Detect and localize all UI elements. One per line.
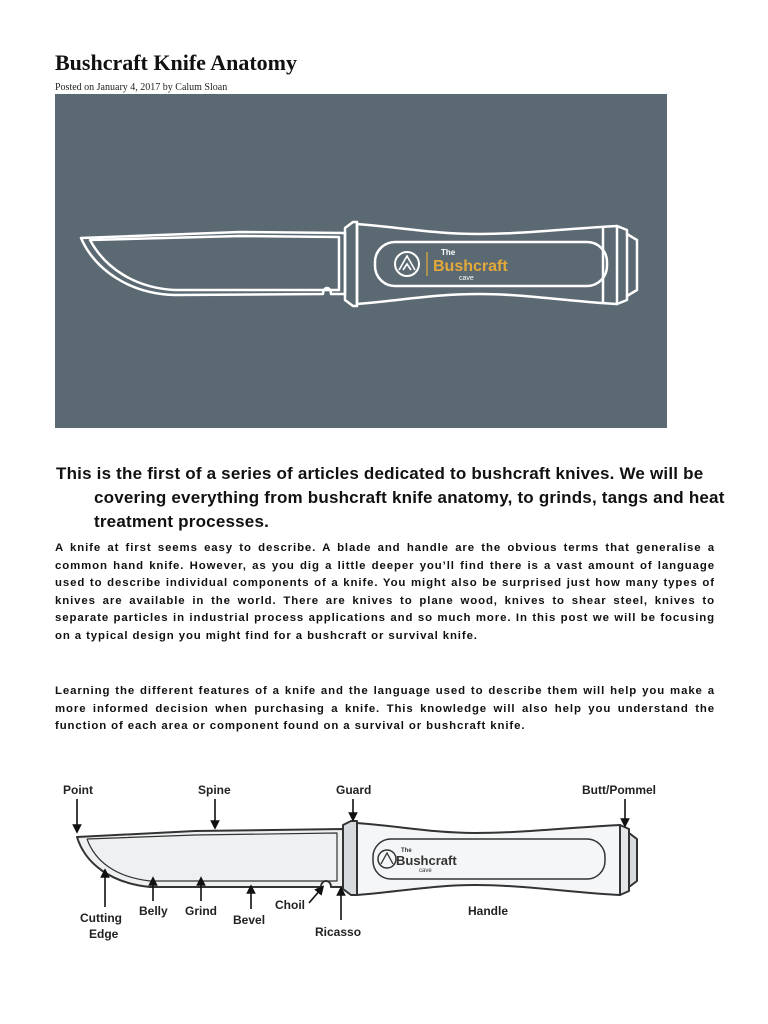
page-title: Bushcraft Knife Anatomy xyxy=(55,50,297,75)
label-guard: Guard xyxy=(336,783,372,797)
label-butt-pommel: Butt/Pommel xyxy=(582,783,657,797)
anatomy-guard xyxy=(343,821,357,895)
label-handle: Handle xyxy=(468,904,509,918)
svg-text:The: The xyxy=(401,848,412,854)
hero-knife-illustration xyxy=(55,94,667,428)
label-ricasso: Ricasso xyxy=(315,925,362,939)
svg-text:cave: cave xyxy=(419,868,432,874)
label-spine: Spine xyxy=(198,783,231,797)
label-edge: Edge xyxy=(89,927,119,941)
guard-outline xyxy=(345,222,357,306)
anatomy-knife-drawing xyxy=(77,821,637,895)
label-belly: Belly xyxy=(139,904,168,918)
blade-bevel-line xyxy=(90,236,339,290)
body-paragraph-2: Learning the different features of a knife and the language used to describe them will help you make a more informed decision when purchasing a knife. This knowledge will also help you understand the function of each area or component found on a survival or bushcraft knife. xyxy=(55,685,715,732)
label-grind: Grind xyxy=(185,904,217,918)
knife-outline-drawing xyxy=(55,94,667,428)
label-point: Point xyxy=(63,783,93,797)
pommel-ring xyxy=(617,226,627,304)
svg-text:Bushcraft: Bushcraft xyxy=(396,853,457,868)
svg-text:The: The xyxy=(441,248,456,257)
byline: Posted on January 4, 2017 by Calum Sloan xyxy=(55,82,228,93)
label-choil: Choil xyxy=(275,898,305,912)
lead-paragraph: This is the first of a series of articles dedicated to bushcraft knives. We will be covering everything from bushcraft knife anatomy, to grinds, tangs and heat treatment processes. xyxy=(56,464,725,531)
label-bevel: Bevel xyxy=(233,913,266,927)
bushcraft-cave-logo xyxy=(395,248,508,282)
label-cutting: Cutting xyxy=(80,911,122,925)
pommel-cap xyxy=(627,234,637,296)
svg-text:Bushcraft: Bushcraft xyxy=(433,258,508,275)
body-paragraph-1: A knife at first seems easy to describe. A blade and handle are the obvious terms that generalise a common hand knife. However, as you dig a little deeper you’ll find there is a vast amount of language used to describe individual components of a knife. You might also be surprised just how many types of knives are available in the world. There are knives to plane wood, knives to shear steel, knives to separate particles in industrial process applications and so much more. In this post we will be focusing on a typical design you might find for a bushcraft or survival knife. xyxy=(55,542,715,642)
svg-text:cave: cave xyxy=(459,275,474,282)
knife-anatomy-diagram xyxy=(55,775,715,950)
blade-outline xyxy=(81,232,345,295)
